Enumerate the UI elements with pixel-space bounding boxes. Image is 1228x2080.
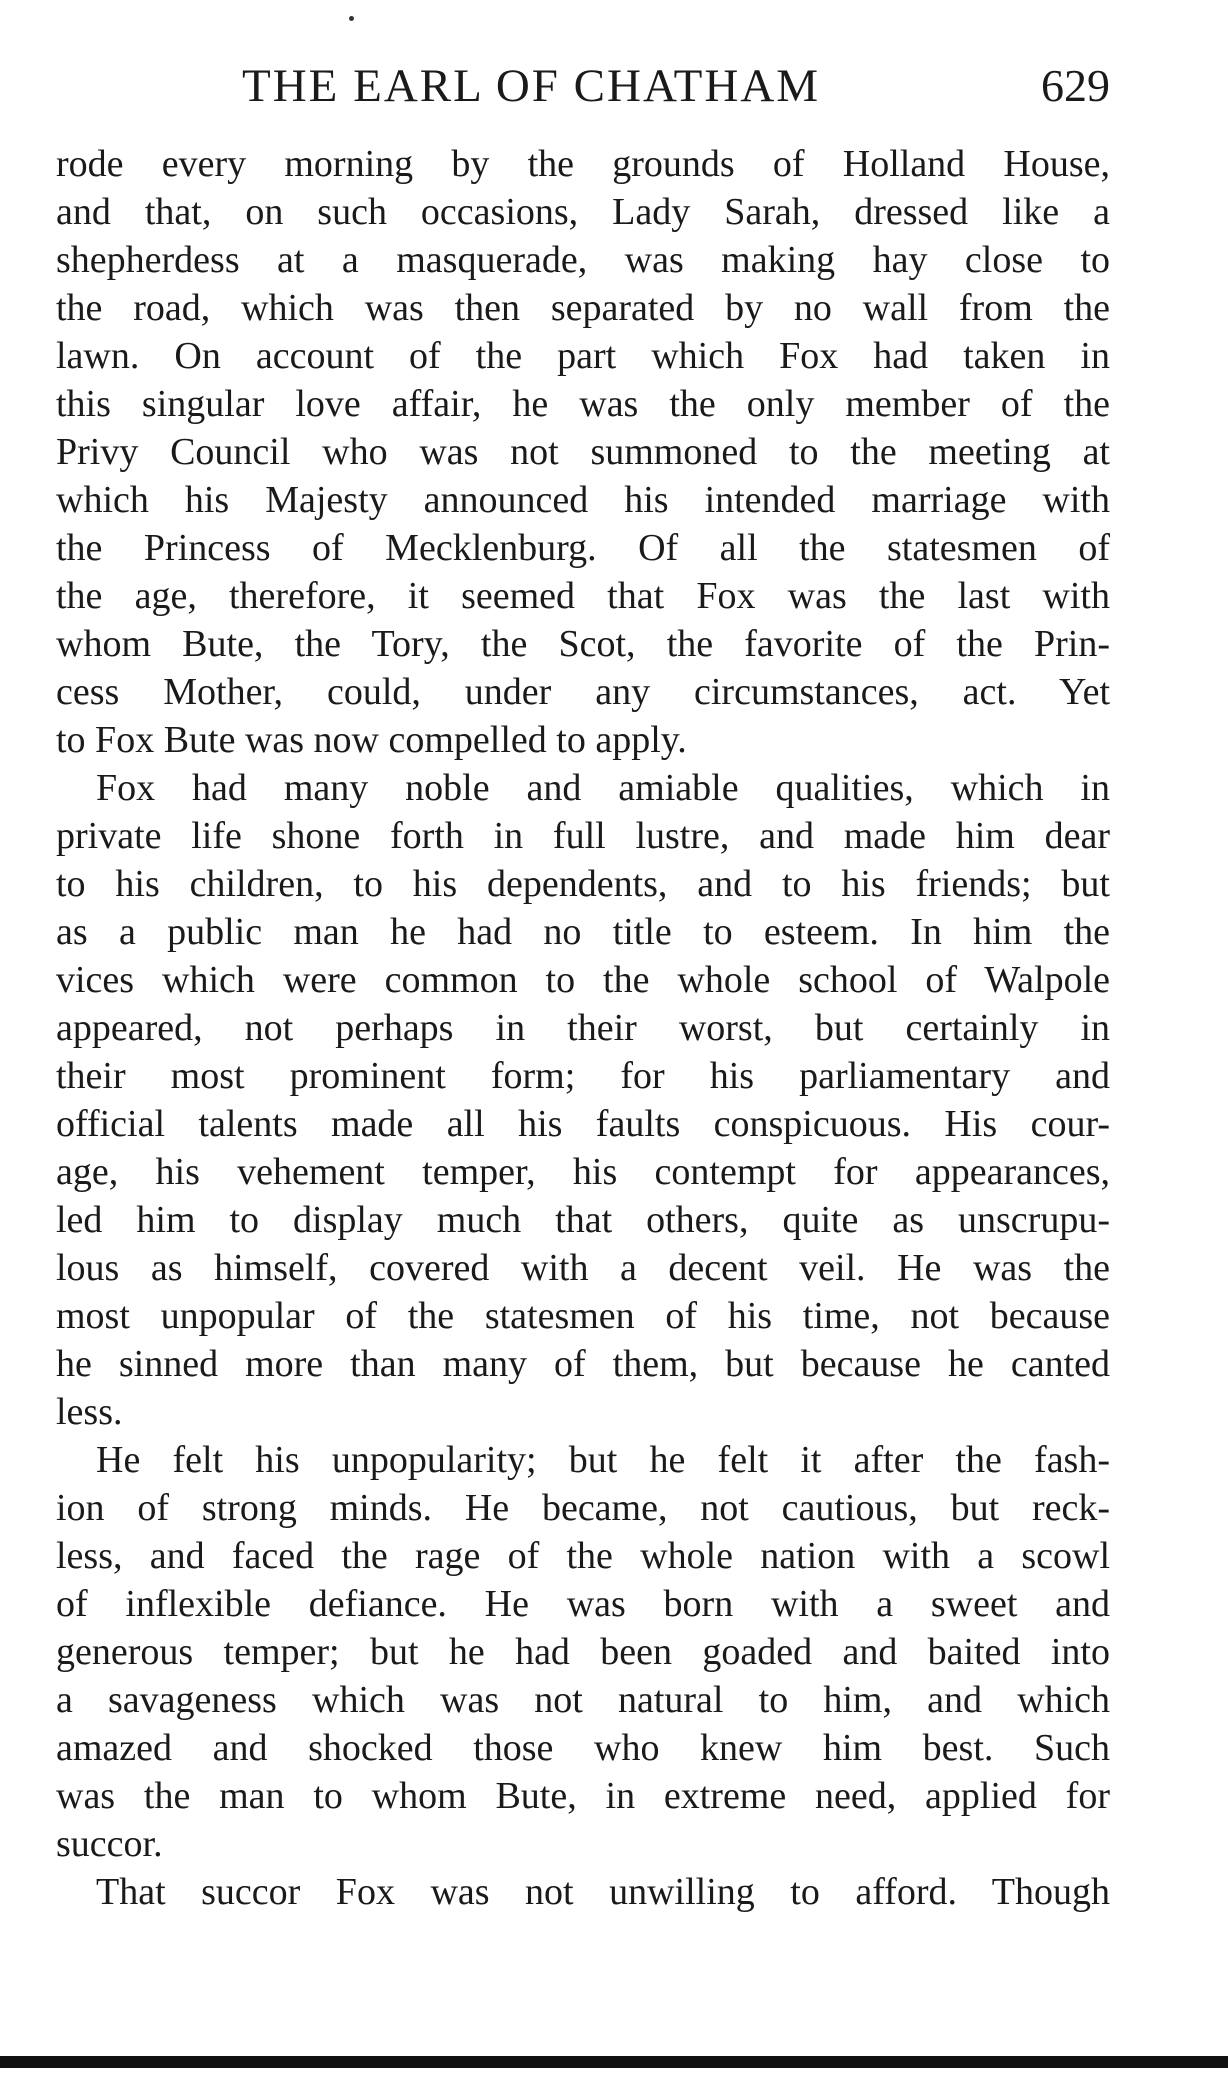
page-header xyxy=(56,56,1110,116)
text-line: their most prominent form; for his parliamentary and xyxy=(56,1055,1110,1097)
text-line: to his children, to his dependents, and to his friends; but xyxy=(56,863,1110,905)
text-line: to Fox Bute was now compelled to apply. xyxy=(56,719,687,761)
print-mark xyxy=(349,16,354,21)
page-number: 629 xyxy=(1041,60,1110,111)
text-line: private life shone forth in full lustre, and made him dear xyxy=(56,815,1110,857)
text-line: which his Majesty announced his intended marriage with xyxy=(56,479,1110,521)
text-line: whom Bute, the Tory, the Scot, the favorite of the Prin- xyxy=(56,623,1110,665)
text-line: lawn. On account of the part which Fox had taken in xyxy=(56,335,1110,377)
text-line: ion of strong minds. He became, not cautious, but reck- xyxy=(56,1487,1110,1529)
text-line: Privy Council who was not summoned to the meeting at xyxy=(56,431,1110,473)
paragraph-first-line: That succor Fox was not unwilling to afford. Though xyxy=(96,1871,1110,1913)
text-line: most unpopular of the statesmen of his time, not because xyxy=(56,1295,1110,1337)
text-line: the age, therefore, it seemed that Fox was the last with xyxy=(56,575,1110,617)
text-line: the road, which was then separated by no wall from the xyxy=(56,287,1110,329)
text-line: rode every morning by the grounds of Holland House, xyxy=(56,143,1110,185)
text-line: the Princess of Mecklenburg. Of all the statesmen of xyxy=(56,527,1110,569)
text-line: led him to display much that others, quite as unscrupu- xyxy=(56,1199,1110,1241)
running-head: THE EARL OF CHATHAM xyxy=(242,60,821,112)
bottom-rule xyxy=(0,2056,1228,2068)
text-line: of inflexible defiance. He was born with a sweet and xyxy=(56,1583,1110,1625)
text-line: cess Mother, could, under any circumstances, act. Yet xyxy=(56,671,1110,713)
text-line: less. xyxy=(56,1391,123,1433)
text-line: official talents made all his faults conspicuous. His cour- xyxy=(56,1103,1110,1145)
text-line: less, and faced the rage of the whole nation with a scowl xyxy=(56,1535,1110,1577)
text-line: shepherdess at a masquerade, was making hay close to xyxy=(56,239,1110,281)
text-line: amazed and shocked those who knew him best. Such xyxy=(56,1727,1110,1769)
text-line: a savageness which was not natural to him, and which xyxy=(56,1679,1110,1721)
text-line: he sinned more than many of them, but because he canted xyxy=(56,1343,1110,1385)
text-line: was the man to whom Bute, in extreme need, applied for xyxy=(56,1775,1110,1817)
paragraph-first-line: Fox had many noble and amiable qualities, which in xyxy=(96,767,1110,809)
text-line: this singular love affair, he was the only member of the xyxy=(56,383,1110,425)
text-line: as a public man he had no title to esteem. In him the xyxy=(56,911,1110,953)
text-line: vices which were common to the whole school of Walpole xyxy=(56,959,1110,1001)
text-line: generous temper; but he had been goaded and baited into xyxy=(56,1631,1110,1673)
text-line: appeared, not perhaps in their worst, but certainly in xyxy=(56,1007,1110,1049)
text-line: succor. xyxy=(56,1823,163,1865)
text-line: and that, on such occasions, Lady Sarah, dressed like a xyxy=(56,191,1110,233)
text-line: age, his vehement temper, his contempt for appearances, xyxy=(56,1151,1110,1193)
paragraph-first-line: He felt his unpopularity; but he felt it after the fash- xyxy=(96,1439,1110,1481)
text-line: lous as himself, covered with a decent veil. He was the xyxy=(56,1247,1110,1289)
